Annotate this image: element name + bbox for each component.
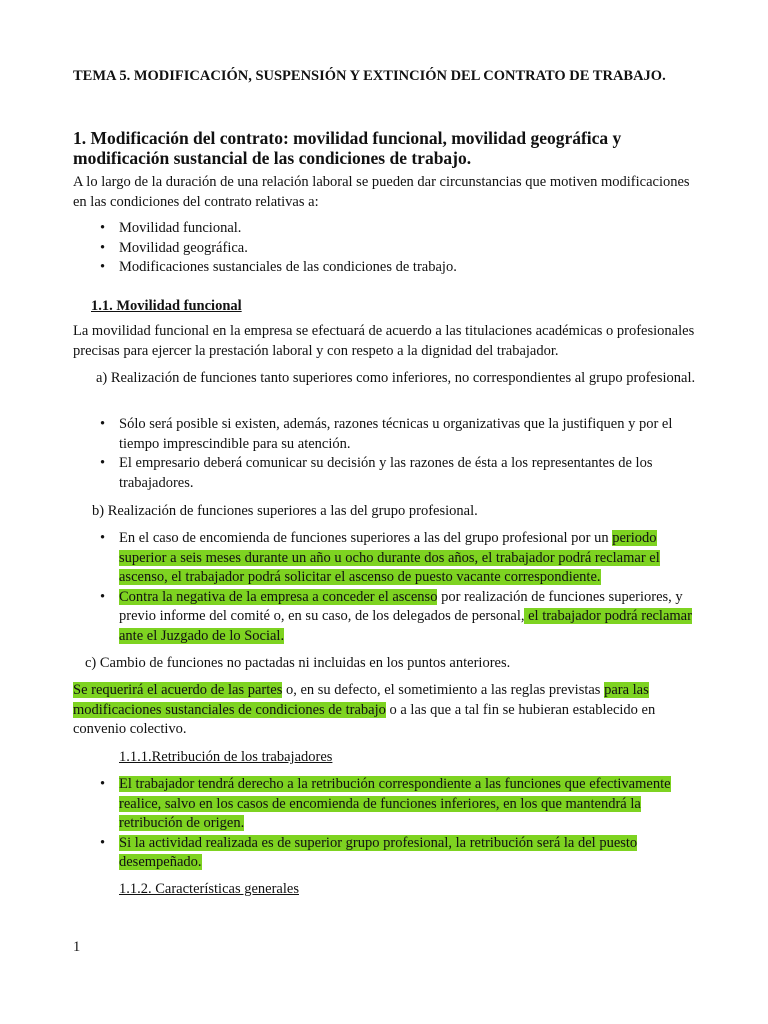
retribucion-list [73,775,703,873]
item-b-list [73,529,703,646]
bullet-icon: • [100,259,106,275]
subsection-heading-retribucion: 1.1.1.Retribución de los trabajadores [119,749,333,765]
list-item [73,775,703,834]
list-item [73,834,703,873]
subsection-heading-caracteristicas: 1.1.2. Características generales [119,881,299,897]
subsection-heading-movilidad-funcional: 1.1. Movilidad funcional [91,298,242,314]
bullet-icon: • [100,588,106,605]
bullet-icon: • [100,776,106,792]
list-item: • Movilidad funcional. [73,219,703,239]
highlighted-text: periodo superior a seis meses durante un año u ocho durante dos años, el trabajador podrá reclamar el ascenso, el trabajador podrá solicitar el ascenso de puesto vacante correspondiente. [119,530,660,585]
list-item: • Movilidad geográfica. [73,239,703,259]
highlighted-text: el trabajador podrá reclamar ante el Juzgado de lo Social. [119,608,692,644]
highlighted-text: El trabajador tendrá derecho a la retribución correspondiente a las funciones que efectivamente realice, salvo en los casos de encomienda de funciones inferiores, en los que mantendrá la retribución de origen. [119,776,671,831]
list-item: • El empresario deberá comunicar su decisión y las razones de ésta a los representantes de los trabajadores. [100,455,653,491]
highlighted-text: Si la actividad realizada es de superior grupo profesional, la retribución será la del puesto desempeñado. [119,834,638,870]
item-c-heading: c) Cambio de funciones no pactadas ni incluidas en los puntos anteriores. [85,655,511,671]
intro-list [73,219,703,278]
bullet-icon: • [100,530,106,546]
bullet-icon: • [100,834,106,851]
highlighted-text: para las modificaciones sustanciales de condiciones de trabajo [73,682,649,718]
paragraph-item-c: Se requerirá el acuerdo de las partes o, en su defecto, el sometimiento a las reglas previstas para las modificaciones sustanciales de condiciones de trabajo o a las que a tal fin se hubieran establecido en convenio colectivo. [73,682,656,737]
bullet-icon: • [100,220,106,236]
bullet-icon: • [100,455,106,471]
bullet-icon: • [100,416,106,432]
section-heading-1: 1. Modificación del contrato: movilidad funcional, movilidad geográfica y modificación sustancial de las condiciones de trabajo. [73,128,622,168]
list-item: • En el caso de encomienda de funciones superiores a las del grupo profesional por un periodo superior a seis meses durante un año u ocho durante dos años, el trabajador podrá reclamar el ascenso, el trabajador podrá solicitar el ascenso de puesto vacante correspondiente. [100,530,660,585]
bullet-icon: • [100,239,106,256]
paragraph-movilidad: La movilidad funcional en la empresa se efectuará de acuerdo a las titulaciones académicas o profesionales precisas para ejercer la prestación laboral y con respeto a la dignidad del trabajador. [73,323,695,359]
document-title: TEMA 5. MODIFICACIÓN, SUSPENSIÓN Y EXTINCIÓN DEL CONTRATO DE TRABAJO. [73,68,666,84]
item-a-heading: a) Realización de funciones tanto superiores como inferiores, no correspondientes al grupo profesional. [96,370,696,386]
highlighted-text: Se requerirá el acuerdo de las partes [73,682,283,698]
list-item: • Contra la negativa de la empresa a conceder el ascenso por realización de funciones superiores, y previo informe del comité o, en su caso, de los delegados de personal, el trabajador podrá reclamar ante el Juzgado de lo Social. [100,588,692,644]
item-a-list [73,415,703,493]
list-item: • Sólo será posible si existen, además, razones técnicas u organizativas que la justifiquen y por el tiempo imprescindible para su atención. [100,416,673,452]
intro-paragraph: A lo largo de la duración de una relación laboral se pueden dar circunstancias que motiven modificaciones en las condiciones del contrato relativas a: [73,174,690,210]
list-item: • Modificaciones sustanciales de las condiciones de trabajo. [73,258,703,278]
highlighted-text: Contra la negativa de la empresa a conceder el ascenso [119,588,438,605]
page-number: 1 [73,939,81,955]
item-b-heading: b) Realización de funciones superiores a las del grupo profesional. [92,503,478,519]
